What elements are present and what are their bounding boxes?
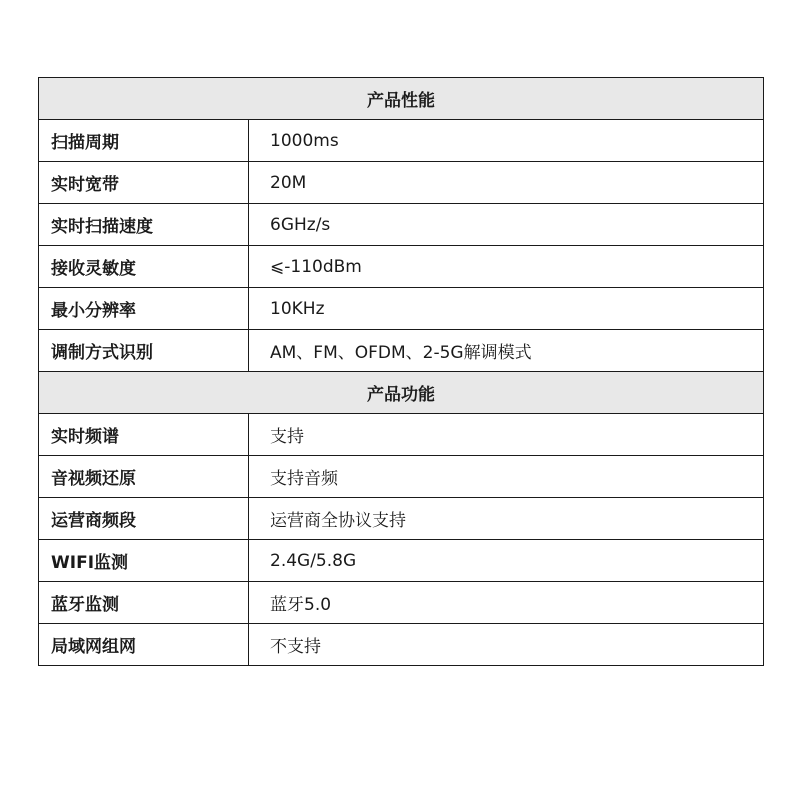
row-label: 扫描周期 <box>39 120 249 162</box>
table-row <box>39 540 764 582</box>
section-header-row <box>39 78 764 120</box>
row-value: 1000ms <box>249 120 764 162</box>
row-label: 运营商频段 <box>39 498 249 540</box>
row-value: ⩽-110dBm <box>249 246 764 288</box>
spec-table <box>38 77 764 666</box>
table-row <box>39 162 764 204</box>
row-label: 实时宽带 <box>39 162 249 204</box>
table-row <box>39 456 764 498</box>
table-row <box>39 120 764 162</box>
row-label: 音视频还原 <box>39 456 249 498</box>
table-row <box>39 246 764 288</box>
row-value: 支持 <box>249 414 764 456</box>
table-row <box>39 624 764 666</box>
row-label: WIFI监测 <box>39 540 249 582</box>
row-value: 支持音频 <box>249 456 764 498</box>
table-row <box>39 414 764 456</box>
row-label: 实时频谱 <box>39 414 249 456</box>
table-row <box>39 204 764 246</box>
row-value: AM、FM、OFDM、2-5G解调模式 <box>249 330 764 372</box>
section-title-features: 产品功能 <box>39 372 764 414</box>
table-row <box>39 330 764 372</box>
row-value: 20M <box>249 162 764 204</box>
section-title-performance: 产品性能 <box>39 78 764 120</box>
table-row <box>39 288 764 330</box>
row-value: 不支持 <box>249 624 764 666</box>
row-label: 局域网组网 <box>39 624 249 666</box>
row-value: 10KHz <box>249 288 764 330</box>
section-header-row <box>39 372 764 414</box>
row-label: 蓝牙监测 <box>39 582 249 624</box>
row-value: 运营商全协议支持 <box>249 498 764 540</box>
row-value: 6GHz/s <box>249 204 764 246</box>
table-row <box>39 498 764 540</box>
row-value: 2.4G/5.8G <box>249 540 764 582</box>
table-row <box>39 582 764 624</box>
row-label: 接收灵敏度 <box>39 246 249 288</box>
row-label: 调制方式识别 <box>39 330 249 372</box>
row-value: 蓝牙5.0 <box>249 582 764 624</box>
row-label: 最小分辨率 <box>39 288 249 330</box>
row-label: 实时扫描速度 <box>39 204 249 246</box>
